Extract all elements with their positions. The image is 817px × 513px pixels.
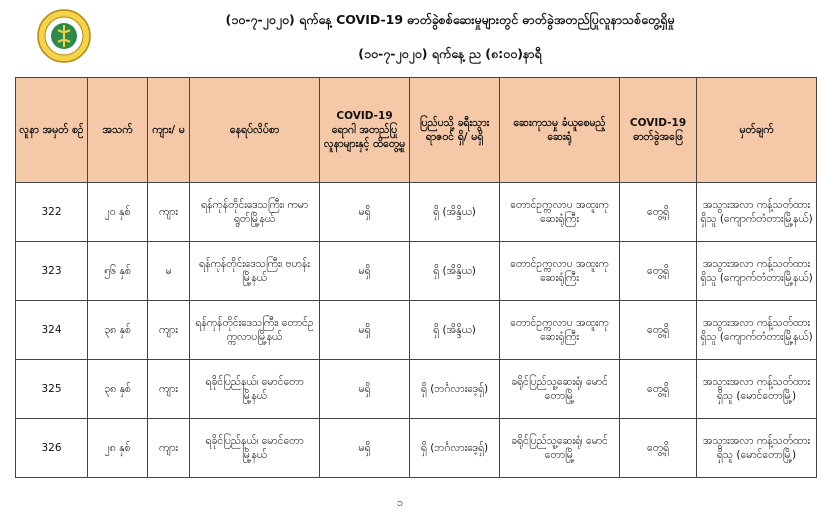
col-header-age: အသက် xyxy=(88,78,148,183)
table-row xyxy=(16,183,817,242)
report-title: (၁၀-၇-၂၀၂၀) ရက်နေ့ COVID-19 ဓာတ်ခွဲစစ်ဆေးမှုများတွင် ဓာတ်ခွဲအတည်ပြုလူနာသစ်တွေ့ရှိမှု xyxy=(225,12,675,27)
cell-contact: မရှိ xyxy=(320,183,410,242)
cell-hospital: ခရိုင်ပြည်သူ့ဆေးရုံ၊ မောင်တောမြို့ xyxy=(500,419,620,478)
cell-address: ရန်ကုန်တိုင်းဒေသကြီး၊ ကမာရွတ်မြို့နယ် xyxy=(190,183,320,242)
cell-result: တွေ့ရှိ xyxy=(620,360,697,419)
cell-sex: မ xyxy=(148,242,190,301)
cell-sex: ကျား xyxy=(148,360,190,419)
table-row xyxy=(16,419,817,478)
col-header-hospital: ဆေးကုသမှု ခံယူစေမည့်ဆေးရုံ xyxy=(500,78,620,183)
cell-contact: မရှိ xyxy=(320,242,410,301)
cell-hospital: ခရိုင်ပြည်သူ့ဆေးရုံ၊ မောင်တောမြို့ xyxy=(500,360,620,419)
cell-hospital: တောင်ဥက္ကလာပ အထူးကုဆေးရုံကြီး xyxy=(500,242,620,301)
cell-address: ရန်ကုန်တိုင်းဒေသကြီး၊ တောင်ဥက္ကလာပမြို့နယ် xyxy=(190,301,320,360)
cell-address: ရခိုင်ပြည်နယ်၊ မောင်တောမြို့နယ် xyxy=(190,360,320,419)
cell-age: ၂၈ နှစ် xyxy=(88,419,148,478)
cell-hospital: တောင်ဥက္ကလာပ အထူးကုဆေးရုံကြီး xyxy=(500,183,620,242)
cell-sex: ကျား xyxy=(148,183,190,242)
table-row xyxy=(16,242,817,301)
cell-remark: အသွားအလာ ကန့်သတ်ထားရှိသူ (ကျောက်တံတားမြို့နယ်) xyxy=(697,242,817,301)
cell-contact: မရှိ xyxy=(320,419,410,478)
cell-age: ၅၆ နှစ် xyxy=(88,242,148,301)
cell-result: တွေ့ရှိ xyxy=(620,419,697,478)
cell-travel: ရှိ (အိန္ဒိယ) xyxy=(410,242,500,301)
cell-remark: အသွားအလာ ကန့်သတ်ထားရှိသူ (မောင်တောမြို့) xyxy=(697,419,817,478)
cell-case-no: 323 xyxy=(16,242,88,301)
cell-travel: ရှိ (အိန္ဒိယ) xyxy=(410,301,500,360)
cases-table xyxy=(15,77,817,478)
cell-contact: မရှိ xyxy=(320,301,410,360)
cell-sex: ကျား xyxy=(148,419,190,478)
cell-result: တွေ့ရှိ xyxy=(620,242,697,301)
cell-result: တွေ့ရှိ xyxy=(620,183,697,242)
cell-remark: အသွားအလာ ကန့်သတ်ထားရှိသူ (ကျောက်တံတားမြို့နယ်) xyxy=(697,301,817,360)
cell-sex: ကျား xyxy=(148,301,190,360)
cell-travel: ရှိ (ဘင်္ဂလားဒေ့ရှ်) xyxy=(410,360,500,419)
cell-result: တွေ့ရှိ xyxy=(620,301,697,360)
cell-remark: အသွားအလာ ကန့်သတ်ထားရှိသူ (ကျောက်တံတားမြို့နယ်) xyxy=(697,183,817,242)
table-row xyxy=(16,360,817,419)
cell-age: ၃၈ နှစ် xyxy=(88,301,148,360)
col-header-travel: ပြည်ပသို့ ခရီးသွား ရာဇဝင် ရှိ/ မရှိ xyxy=(410,78,500,183)
cell-travel: ရှိ (အိန္ဒိယ) xyxy=(410,183,500,242)
cell-case-no: 322 xyxy=(16,183,88,242)
col-header-sex: ကျား/ မ xyxy=(148,78,190,183)
cell-hospital: တောင်ဥက္ကလာပ အထူးကုဆေးရုံကြီး xyxy=(500,301,620,360)
col-header-result: COVID-19 ဓာတ်ခွဲအဖြေ xyxy=(620,78,697,183)
report-subtitle: (၁၀-၇-၂၀၂၀) ရက်နေ့ ည (၈:၀၀)နာရီ xyxy=(358,46,542,61)
ministry-logo xyxy=(37,9,91,63)
cell-case-no: 325 xyxy=(16,360,88,419)
cell-address: ရခိုင်ပြည်နယ်၊ မောင်တောမြို့နယ် xyxy=(190,419,320,478)
table-header-row xyxy=(16,78,817,183)
cell-address: ရန်ကုန်တိုင်းဒေသကြီး၊ ဗဟန်းမြို့နယ် xyxy=(190,242,320,301)
cell-remark: အသွားအလာ ကန့်သတ်ထားရှိသူ (မောင်တောမြို့) xyxy=(697,360,817,419)
cell-travel: ရှိ (ဘင်္ဂလားဒေ့ရှ်) xyxy=(410,419,500,478)
col-header-remark: မှတ်ချက် xyxy=(697,78,817,183)
table-row xyxy=(16,301,817,360)
cell-case-no: 326 xyxy=(16,419,88,478)
cell-age: ၂၀ နှစ် xyxy=(88,183,148,242)
page-number: ၁ xyxy=(396,496,404,509)
col-header-address: နေရပ်လိပ်စာ xyxy=(190,78,320,183)
col-header-case-no: လူနာ အမှတ် စဉ် xyxy=(16,78,88,183)
cell-case-no: 324 xyxy=(16,301,88,360)
col-header-contact: COVID-19 ရောဂါ အတည်ပြု လူနာများနှင့် ထိတွေ့မှု xyxy=(320,78,410,183)
cell-age: ၃၈ နှစ် xyxy=(88,360,148,419)
cell-contact: မရှိ xyxy=(320,360,410,419)
